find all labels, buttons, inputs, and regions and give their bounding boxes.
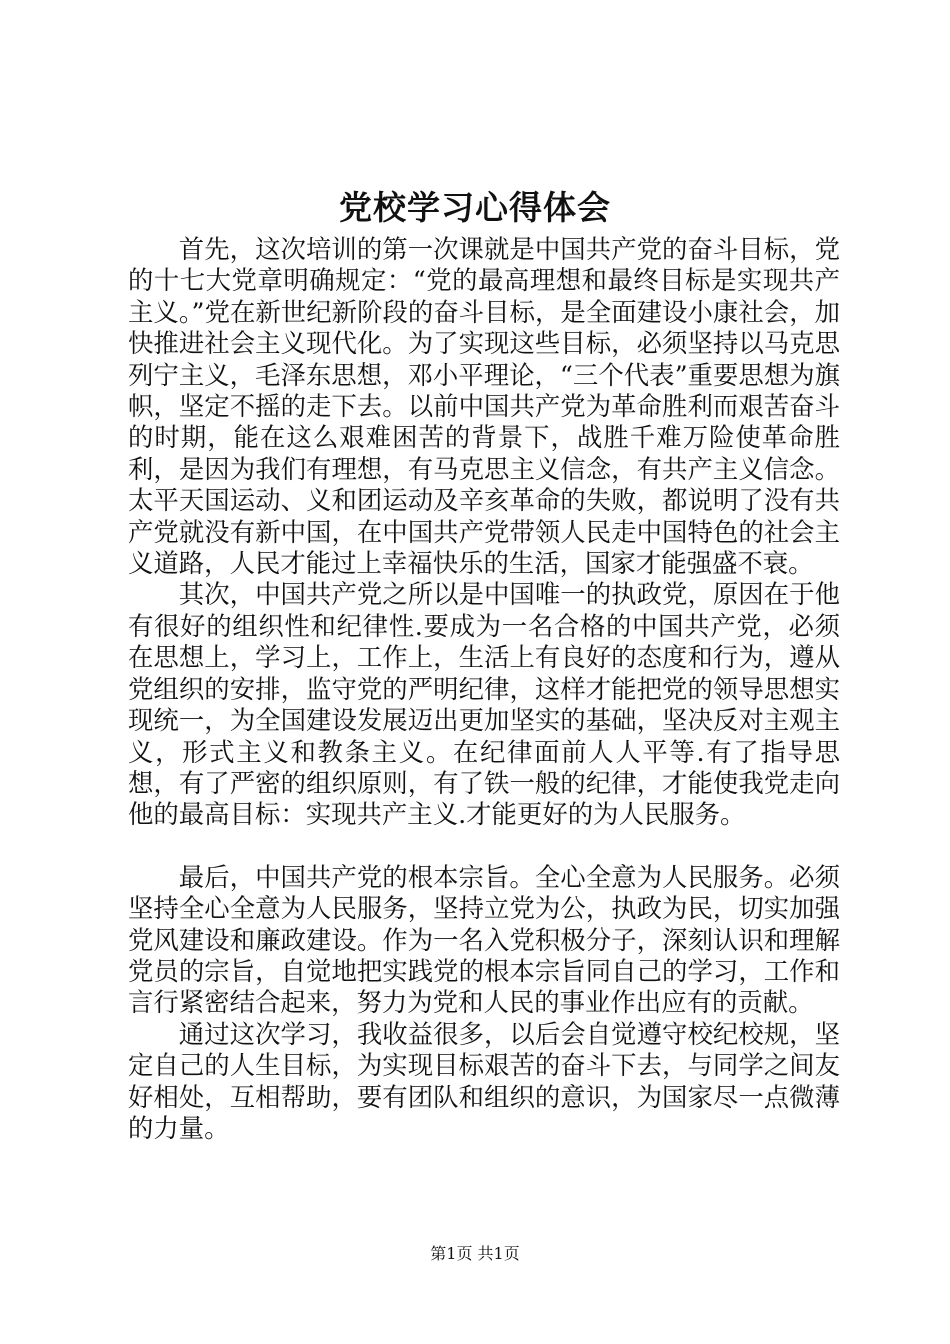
paragraph-4: 通过这次学习，我收益很多，以后会自觉遵守校纪校规，坚定自己的人生目标，为实现目标艰苦的奋斗下去，与同学之间友好相处，互相帮助，要有团队和组织的意识，为国家尽一点微薄的力量。 [128,1018,840,1143]
paragraph-2: 其次，中国共产党之所以是中国唯一的执政党，原因在于他有很好的组织性和纪律性.要成为一名合格的中国共产党，必须在思想上，学习上，工作上，生活上有良好的态度和行为，遵从党组织的安排，监守党的严明纪律，这样才能把党的领导思想实现统一，为全国建设发展迈出更加坚实的基础，坚决反对主观主义，形式主义和教条主义。在纪律面前人人平等.有了指导思想，有了严密的组织原则，有了铁一般的纪律，才能使我党走向他的最高目标：实现共产主义.才能更好的为人民服务。 [128,579,840,830]
paragraph-3: 最后，中国共产党的根本宗旨。全心全意为人民服务。必须坚持全心全意为人民服务，坚持立党为公，执政为民，切实加强党风建设和廉政建设。作为一名入党积极分子，深刻认识和理解党员的宗旨，自觉地把实践党的根本宗旨同自己的学习，工作和言行紧密结合起来，努力为党和人民的事业作出应有的贡献。 [128,861,840,1018]
page-footer: 第1页 共1页 [430,1244,520,1263]
document-title: 党校学习心得体会 [339,188,611,227]
document-body [128,234,840,1144]
paragraph-1: 首先，这次培训的第一次课就是中国共产党的奋斗目标，党的十七大党章明确规定：“党的最高理想和最终目标是实现共产主义。”党在新世纪新阶段的奋斗目标，是全面建设小康社会，加快推进社会主义现代化。为了实现这些目标，必须坚持以马克思列宁主义，毛泽东思想，邓小平理论，“三个代表”重要思想为旗帜，坚定不摇的走下去。以前中国共产党为革命胜利而艰苦奋斗的时期，能在这么艰难困苦的背景下，战胜千难万险使革命胜利，是因为我们有理想，有马克思主义信念，有共产主义信念。太平天国运动、义和团运动及辛亥革命的失败，都说明了没有共产党就没有新中国，在中国共产党带领人民走中国特色的社会主义道路，人民才能过上幸福快乐的生活，国家才能强盛不衰。 [128,234,840,579]
